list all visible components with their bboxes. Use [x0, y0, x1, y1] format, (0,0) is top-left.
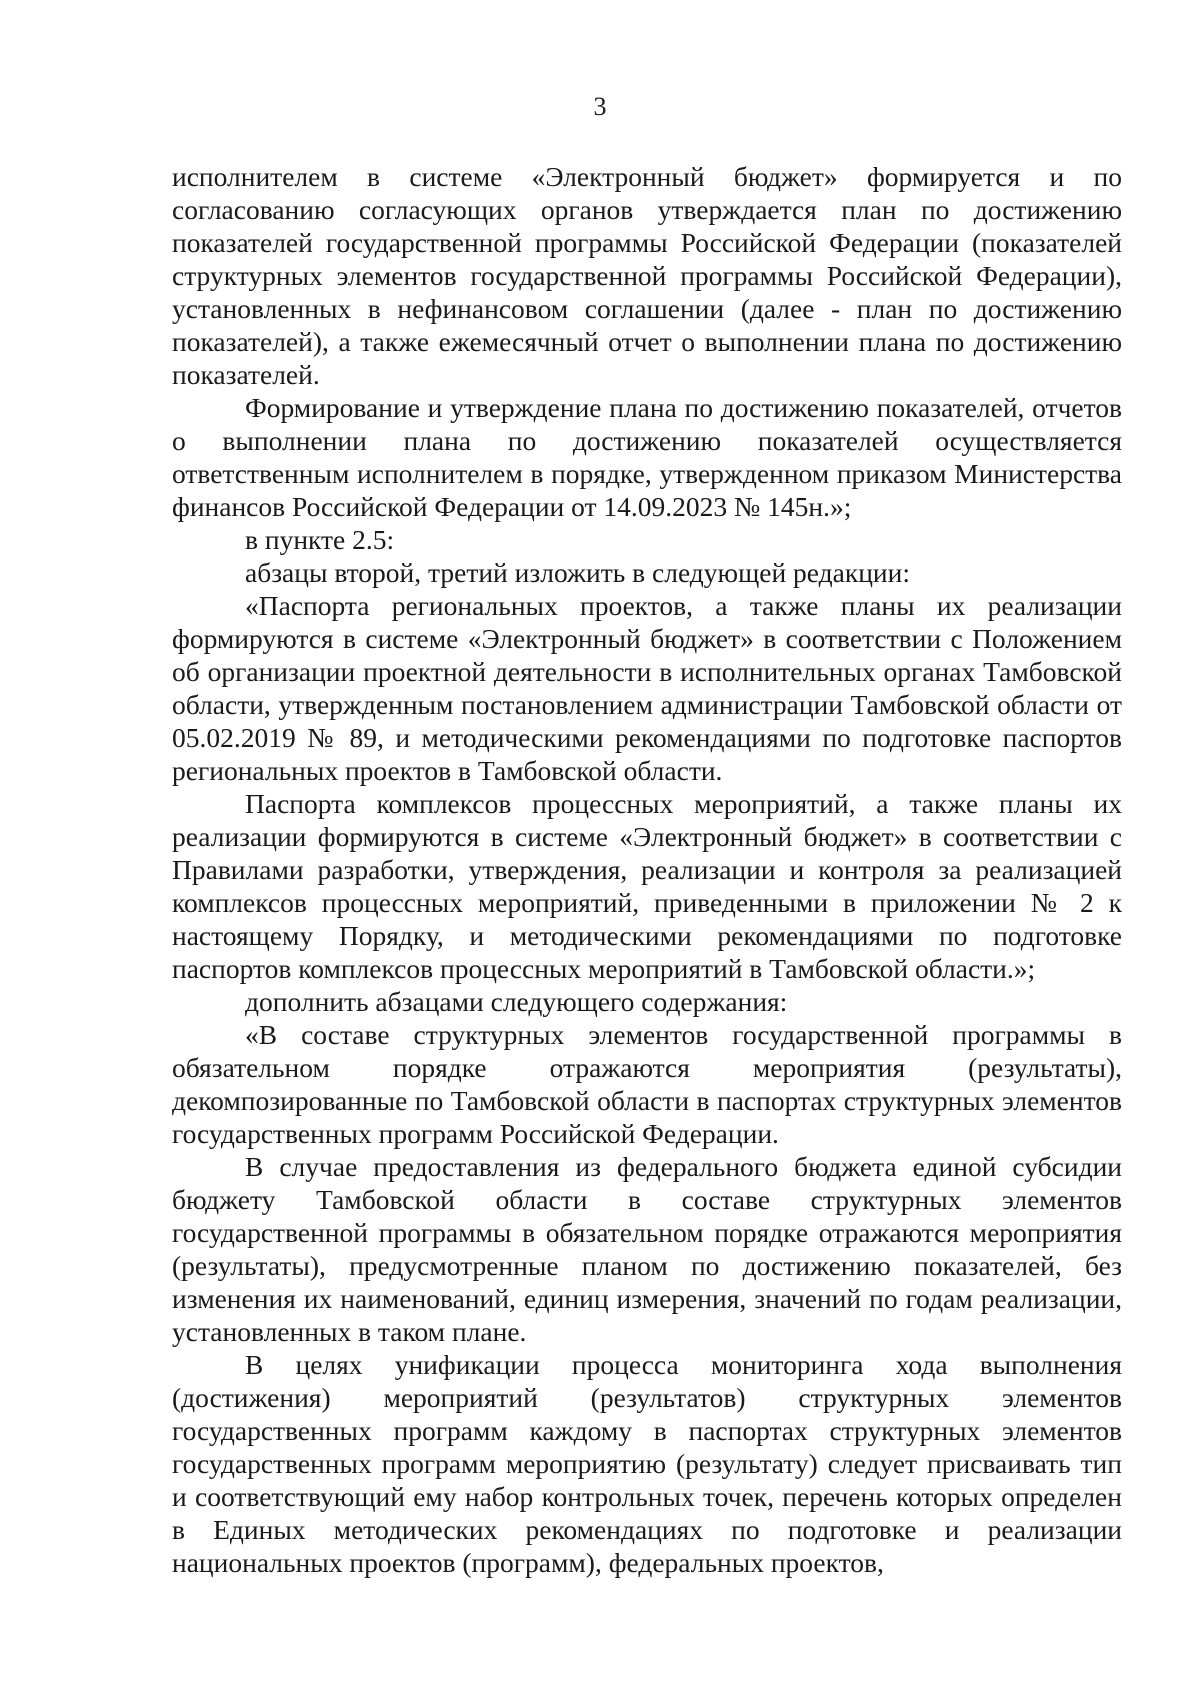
paragraph: исполнителем в системе «Электронный бюджет» формируется и по согласованию согласующих органов утверждается план по достижению показателей государственной программы Российской Федерации (показателей структурных элементов государственной программы Российской Федерации), установленных в нефинансовом соглашении (далее - план по достижению показателей), а также ежемесячный отчет о выполнении плана по достижению показателей. — [172, 161, 1122, 390]
paragraph: «Паспорта региональных проектов, а также планы их реализации формируются в системе «Электронный бюджет» в соответствии с Положением об организации проектной деятельности в исполнительных органах Тамбовской области, утвержденным постановлением администрации Тамбовской области от 05.02.2019 № 89, и методическими рекомендациями по подготовке паспортов региональных проектов в Тамбовской области. — [172, 590, 1122, 786]
paragraph: абзацы второй, третий изложить в следующей редакции: — [245, 557, 910, 588]
paragraph: В целях унификации процесса мониторинга хода выполнения (достижения) мероприятий (результатов) структурных элементов государственных программ каждому в паспортах структурных элементов государственных программ мероприятию (результату) следует присваивать тип и соответствующий ему набор контрольных точек, перечень которых определен в Единых методических рекомендациях по подготовке и реализации национальных проектов (программ), федеральных проектов, — [172, 1349, 1122, 1578]
paragraph: Паспорта комплексов процессных мероприятий, а также планы их реализации формируются в системе «Электронный бюджет» в соответствии с Правилами разработки, утверждения, реализации и контроля за реализацией комплексов процессных мероприятий, приведенными в приложении № 2 к настоящему Порядку, и методическими рекомендациями по подготовке паспортов комплексов процессных мероприятий в Тамбовской области.»; — [172, 788, 1122, 984]
paragraph: Формирование и утверждение плана по достижению показателей, отчетов о выполнении плана по достижению показателей осуществляется ответственным исполнителем в порядке, утвержденном приказом Министерства финансов Российской Федерации от 14.09.2023 № 145н.»; — [172, 392, 1122, 522]
paragraph: дополнить абзацами следующего содержания: — [245, 986, 788, 1017]
document-body — [172, 160, 1122, 1579]
paragraph: «В составе структурных элементов государственной программы в обязательном порядке отражаются мероприятия (результаты), декомпозированные по Тамбовской области в паспортах структурных элементов государственных программ Российской Федерации. — [172, 1019, 1122, 1149]
paragraph: в пункте 2.5: — [245, 524, 395, 555]
paragraph: В случае предоставления из федерального бюджета единой субсидии бюджету Тамбовской области в составе структурных элементов государственной программы в обязательном порядке отражаются мероприятия (результаты), предусмотренные планом по достижению показателей, без изменения их наименований, единиц измерения, значений по годам реализации, установленных в таком плане. — [172, 1151, 1122, 1347]
page-number: 3 — [593, 92, 607, 121]
